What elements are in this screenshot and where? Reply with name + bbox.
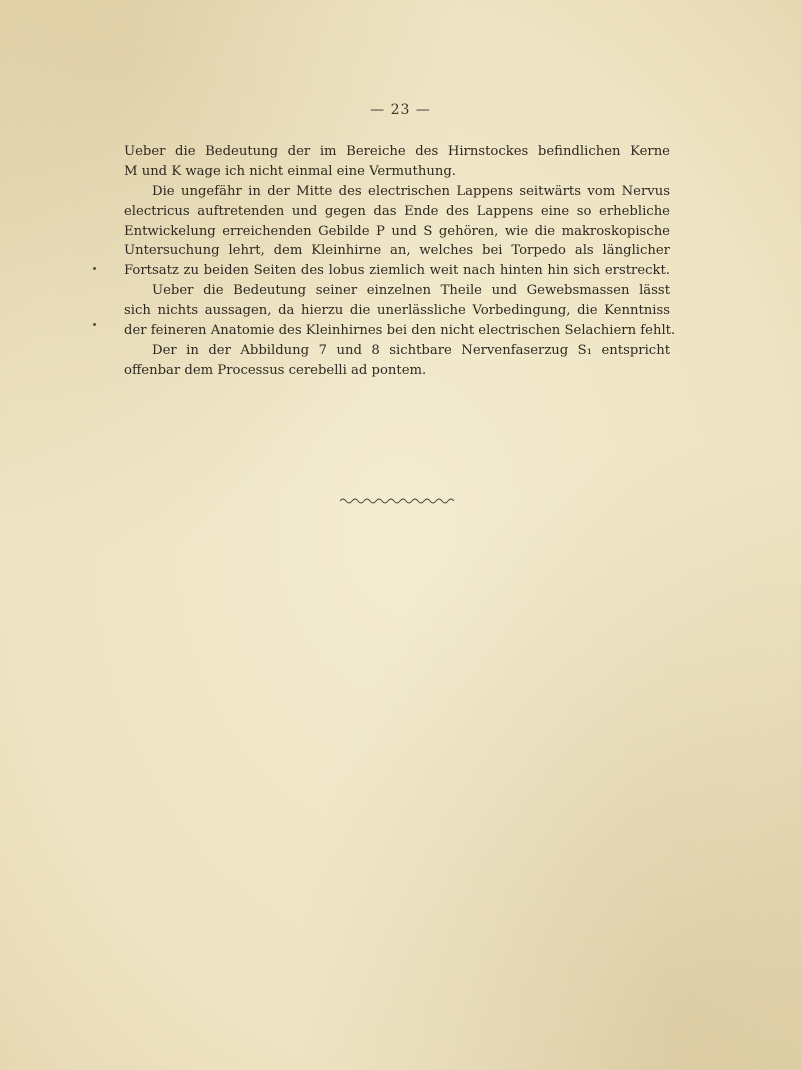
text-line: Entwickelung erreichenden Gebilde P und S gehören, wie die makroskopische — [124, 223, 670, 239]
text-line: offenbar dem Processus cerebelli ad pontem. — [124, 362, 427, 378]
text-line: Fortsatz zu beiden Seiten des lobus ziemlich weit nach hinten hin sich erstreckt. — [124, 263, 670, 279]
text-line: der feineren Anatomie des Kleinhirnes bei den nicht electrischen Selachiern fehlt. — [124, 323, 676, 339]
text-line: Ueber die Bedeutung der im Bereiche des Hirnstockes befindlichen Kerne — [124, 144, 670, 159]
text-line: Untersuchung lehrt, dem Kleinhirne an, welches bei Torpedo als länglicher — [124, 243, 670, 259]
text-line: Die ungefähr in der Mitte des electrischen Lappens seitwärts vom Nervus — [152, 183, 670, 199]
text-line: sich nichts aussagen, da hierzu die unerlässliche Vorbedingung, die Kenntniss — [124, 303, 670, 319]
text-line: electricus auftretenden und gegen das Ende des Lappens eine so erhebliche — [124, 203, 670, 219]
paper-speck — [93, 323, 96, 326]
page-number: — 23 — — [370, 102, 431, 118]
text-line: Der in der Abbildung 7 und 8 sichtbare Nervenfaserzug S₁ entspricht — [152, 342, 670, 358]
paper-speck — [93, 267, 96, 270]
body-text — [124, 142, 676, 381]
text-line: M und K wage ich nicht einmal eine Vermuthung. — [124, 163, 456, 179]
wavy-divider-ornament — [340, 496, 455, 506]
text-line: Ueber die Bedeutung seiner einzelnen Theile und Gewebsmassen lässt — [152, 283, 670, 299]
